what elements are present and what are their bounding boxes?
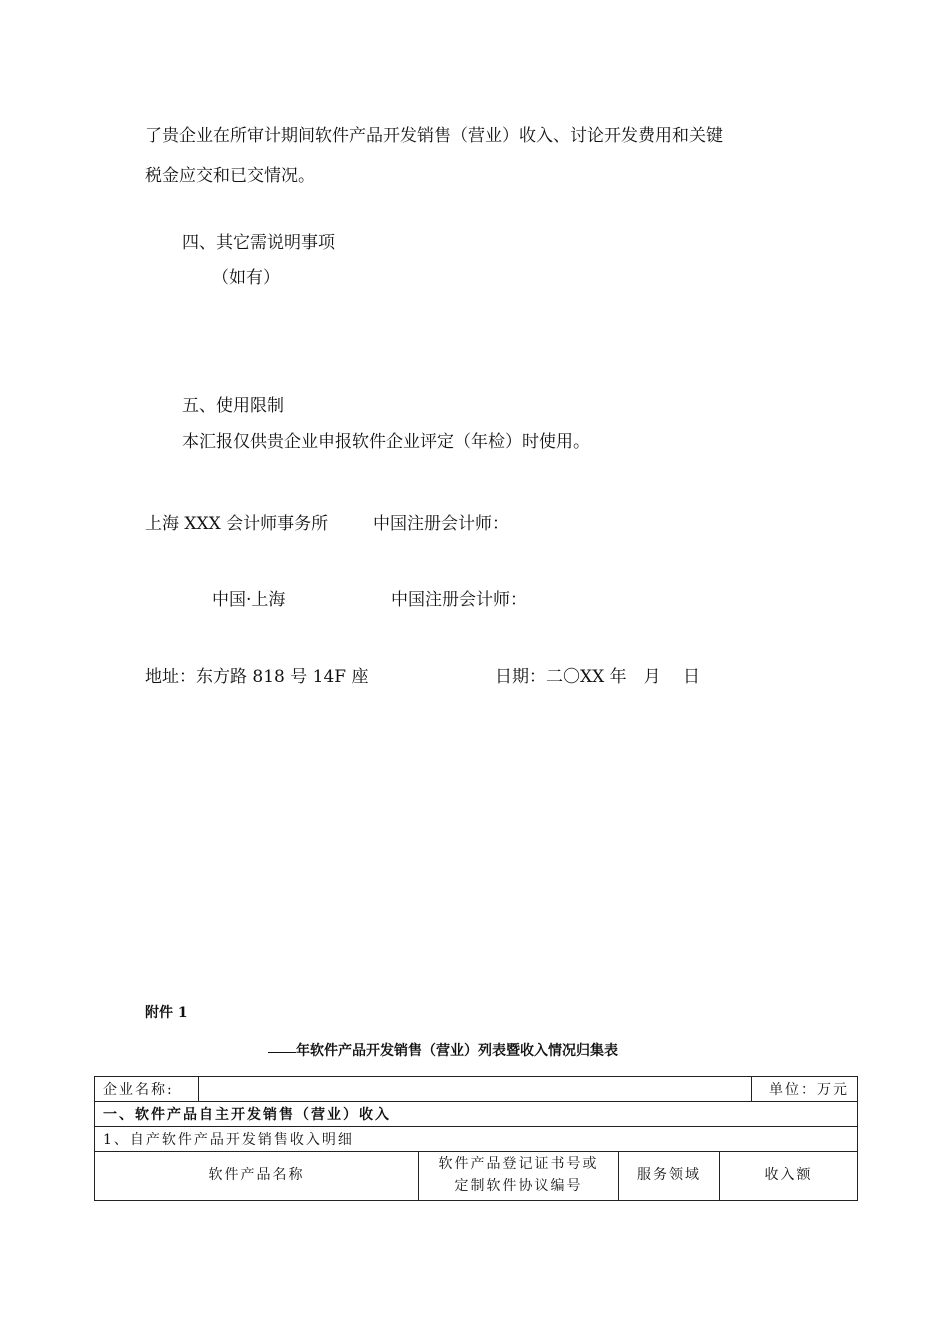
col-cert-number bbox=[419, 1152, 619, 1201]
subsection-1-heading: 1、自产软件产品开发销售收入明细 bbox=[95, 1127, 858, 1152]
body-line-1: 了贵企业在所审计期间软件产品开发销售（营业）收入、讨论开发费用和关键 bbox=[145, 126, 723, 146]
section-4-note: （如有） bbox=[212, 268, 280, 288]
firm-location: 中国·上海 bbox=[212, 590, 286, 610]
col-software-name: 软件产品名称 bbox=[95, 1152, 419, 1201]
income-summary-table bbox=[94, 1076, 858, 1201]
table-header-row bbox=[95, 1152, 858, 1201]
attachment-title bbox=[268, 1044, 618, 1058]
report-date: 日期：二〇XX 年 月 日 bbox=[495, 667, 701, 687]
cpa-label-1: 中国注册会计师： bbox=[373, 514, 509, 534]
unit-label: 单位：万元 bbox=[752, 1077, 858, 1102]
firm-name: 上海 XXX 会计师事务所 bbox=[145, 514, 329, 534]
table-row bbox=[95, 1077, 858, 1102]
attachment-label: 附件 1 bbox=[145, 1005, 188, 1021]
company-value-cell bbox=[199, 1077, 752, 1102]
section-1-heading: 一、软件产品自主开发销售（营业）收入 bbox=[95, 1102, 858, 1127]
col-cert-line-2: 定制软件协议编号 bbox=[454, 1178, 583, 1194]
section-5-title: 五、使用限制 bbox=[182, 396, 284, 416]
body-line-2: 税金应交和已交情况。 bbox=[145, 166, 315, 186]
year-blank bbox=[268, 1051, 296, 1053]
table-row bbox=[95, 1127, 858, 1152]
table-row bbox=[95, 1102, 858, 1127]
col-service-field: 服务领域 bbox=[619, 1152, 720, 1201]
attachment-title-text: 年软件产品开发销售（营业）列表暨收入情况归集表 bbox=[296, 1043, 618, 1059]
section-4-title: 四、其它需说明事项 bbox=[182, 233, 335, 253]
cpa-label-2: 中国注册会计师： bbox=[391, 590, 527, 610]
col-income: 收入额 bbox=[720, 1152, 858, 1201]
firm-address: 地址：东方路 818 号 14F 座 bbox=[145, 667, 369, 687]
col-cert-line-1: 软件产品登记证书号或 bbox=[438, 1156, 599, 1173]
company-label: 企业名称: bbox=[95, 1077, 199, 1102]
section-5-text: 本汇报仅供贵企业申报软件企业评定（年检）时使用。 bbox=[182, 432, 590, 452]
